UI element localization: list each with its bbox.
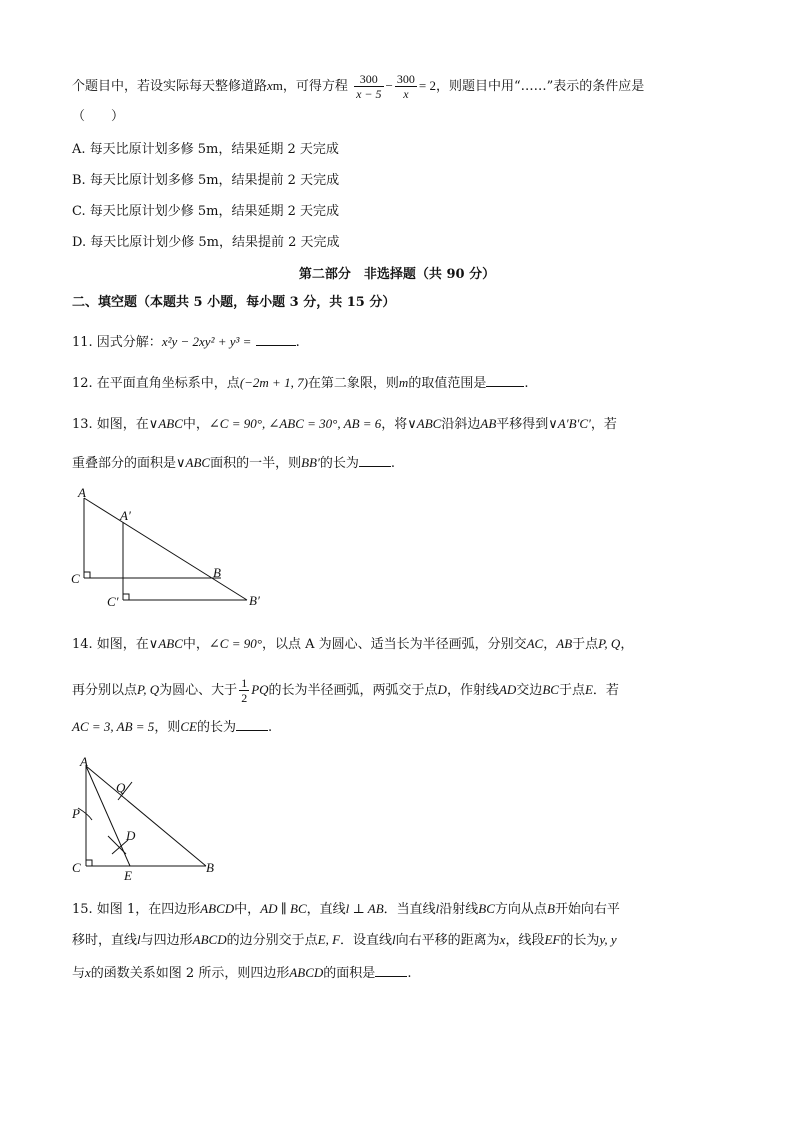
right-angle-mark-c bbox=[86, 860, 92, 866]
q15-line3: 与x的函数关系如图 2 所示，则四边形ABCD的面积是 . bbox=[72, 962, 411, 984]
label-c: C bbox=[72, 860, 81, 875]
segment-ab bbox=[86, 766, 206, 866]
q13-line2: 重叠部分的面积是∨ABC面积的一半，则BB′的长为 . bbox=[72, 452, 395, 474]
q14-figure bbox=[68, 752, 228, 882]
q10-option-b: B. 每天比原计划多修 5m，结果提前 2 天完成 bbox=[72, 173, 340, 188]
label-e: E bbox=[124, 868, 132, 883]
q12: 12. 在平面直角坐标系中，点(−2m + 1, 7)在第二象限，则m的取值范围是 . bbox=[72, 372, 528, 394]
q10-answer-paren: （ ） bbox=[72, 109, 125, 124]
part2-title: 第二部分 非选择题（共 90 分） bbox=[298, 267, 496, 282]
arc-d-1 bbox=[108, 836, 126, 854]
label-a: A bbox=[78, 485, 86, 500]
q14-line3: AC = 3, AB = 5，则CE的长为 . bbox=[72, 716, 272, 738]
label-d: D bbox=[126, 828, 136, 843]
fraction-one-half: $\frac{1}{2}$ bbox=[241, 676, 248, 705]
q10-option-c: C. 每天比原计划少修 5m，结果延期 2 天完成 bbox=[72, 204, 340, 219]
arc-at-p bbox=[78, 808, 92, 820]
label-a: A bbox=[80, 754, 88, 769]
label-p: P bbox=[72, 806, 80, 821]
answer-blank bbox=[256, 331, 296, 346]
fraction-300-over-x-minus-5: $\frac{300}{x - 5}$ bbox=[356, 72, 382, 101]
fraction-300-over-x: $\frac{300}{x}$ bbox=[396, 72, 415, 101]
q15-line1: 15. 如图 1，在四边形ABCD中，AD ∥ BC，直线l ⊥ AB．当直线l沿射线BC方向从点B开始向右平 bbox=[72, 901, 620, 917]
q15-line2: 移时，直线l与四边形ABCD的边分别交于点E, F．设直线l向右平移的距离为x，线段EF的长为y, y bbox=[72, 932, 617, 948]
label-b: B bbox=[213, 565, 221, 580]
label-c: C bbox=[71, 571, 80, 586]
label-c-prime: C′ bbox=[107, 594, 119, 609]
label-b-prime: B′ bbox=[249, 593, 260, 608]
answer-blank bbox=[375, 962, 407, 977]
q14-line1: 14. 如图，在∨ABC中，∠C = 90°，以点 A 为圆心、适当长为半径画弧，分别交AC，AB于点P, Q， bbox=[72, 636, 634, 652]
section2-title: 二、填空题（本题共 5 小题，每小题 3 分，共 15 分） bbox=[72, 295, 396, 310]
label-b: B bbox=[206, 860, 214, 875]
answer-blank bbox=[486, 372, 524, 387]
label-q: Q bbox=[116, 780, 126, 795]
answer-blank bbox=[359, 452, 391, 467]
q10-option-a: A. 每天比原计划多修 5m，结果延期 2 天完成 bbox=[72, 142, 339, 157]
q14-line2: 再分别以点P, Q为圆心、大于 $\frac{1}{2}$ PQ的长为半径画弧，两弧交于点D，作射线AD交边BC于点E．若 bbox=[72, 676, 619, 705]
right-angle-mark-c bbox=[84, 572, 90, 578]
segment-ab-extended bbox=[84, 498, 247, 600]
answer-blank bbox=[236, 716, 268, 731]
q13-figure bbox=[66, 484, 276, 610]
q10-line1: 个题目中，若设实际每天整修道路xm，可得方程 $\frac{300}{x - 5}$ − $\frac{300}{x}$ = 2，则题目中用“……”表示的条件应是 bbox=[72, 72, 645, 101]
q10-option-d: D. 每天比原计划少修 5m，结果提前 2 天完成 bbox=[72, 235, 340, 250]
q13-line1: 13. 如图，在∨ABC中，∠C = 90°, ∠ABC = 30°, AB = 6，将∨ABC沿斜边AB平移得到∨A′B′C′，若 bbox=[72, 416, 617, 432]
right-angle-mark-c1 bbox=[123, 594, 129, 600]
q11: 11. 因式分解：x²y − 2xy² + y³ = . bbox=[72, 331, 300, 353]
label-a-prime: A′ bbox=[120, 508, 131, 523]
